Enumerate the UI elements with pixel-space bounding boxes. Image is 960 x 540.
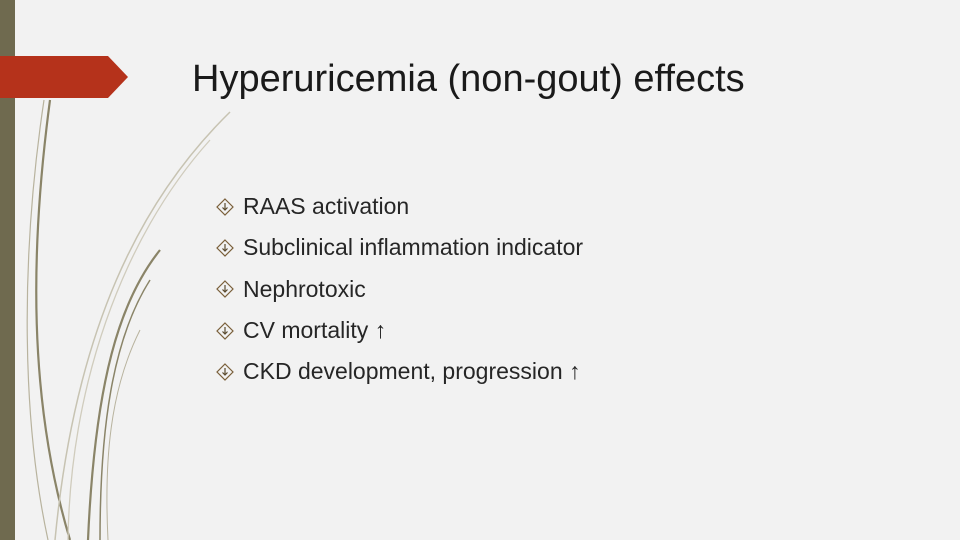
list-item <box>216 227 583 268</box>
diamond-arrow-icon <box>216 239 234 257</box>
diamond-arrow-icon <box>216 322 234 340</box>
diamond-arrow-icon <box>216 363 234 381</box>
diamond-arrow-icon <box>216 198 234 216</box>
bullet-text: CKD development, progression ↑ <box>243 358 581 385</box>
bullet-text: RAAS activation <box>243 193 410 220</box>
bullet-text: CV mortality ↑ <box>243 317 387 344</box>
list-item <box>216 186 583 227</box>
bullet-list <box>216 186 583 392</box>
diamond-arrow-icon <box>216 280 234 298</box>
list-item <box>216 310 583 351</box>
slide-title: Hyperuricemia (non-gout) effects <box>192 58 745 100</box>
list-item <box>216 269 583 310</box>
title-arrow-shape <box>0 56 128 98</box>
bullet-text: Subclinical inflammation indicator <box>243 234 584 261</box>
list-item <box>216 351 583 392</box>
bullet-text: Nephrotoxic <box>243 275 366 302</box>
